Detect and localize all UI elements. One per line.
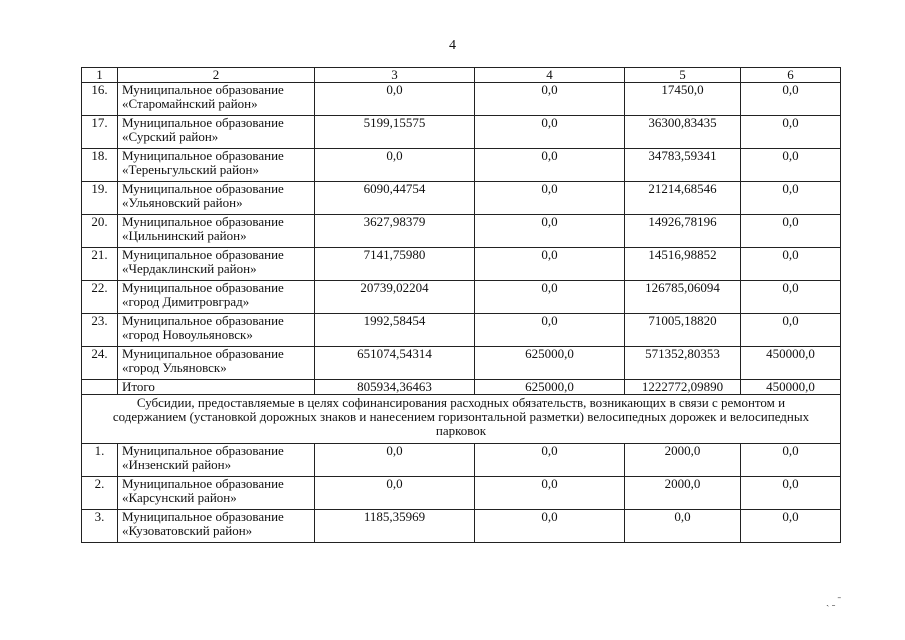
header-cell: 5 bbox=[625, 68, 741, 83]
row-col6: 0,0 bbox=[741, 116, 841, 149]
row-name bbox=[118, 83, 315, 116]
row-col6: 450000,0 bbox=[741, 347, 841, 380]
total-section bbox=[82, 380, 841, 444]
total-label: Итого bbox=[118, 380, 315, 395]
row-name-line1: Муниципальное образование bbox=[122, 148, 284, 163]
table-body-b bbox=[82, 444, 841, 543]
row-col5: 2000,0 bbox=[625, 444, 741, 477]
header-cell: 2 bbox=[118, 68, 315, 83]
row-col4: 0,0 bbox=[475, 510, 625, 543]
table-row bbox=[82, 314, 841, 347]
section-row bbox=[82, 395, 841, 444]
row-col4: 0,0 bbox=[475, 149, 625, 182]
row-col6: 0,0 bbox=[741, 149, 841, 182]
header-cell: 6 bbox=[741, 68, 841, 83]
header-cell: 1 bbox=[82, 68, 118, 83]
row-col6: 0,0 bbox=[741, 477, 841, 510]
row-col6: 0,0 bbox=[741, 83, 841, 116]
total-num-cell bbox=[82, 380, 118, 395]
row-col5: 14516,98852 bbox=[625, 248, 741, 281]
table-row bbox=[82, 510, 841, 543]
row-name-line1: Муниципальное образование bbox=[122, 313, 284, 328]
row-name-line1: Муниципальное образование bbox=[122, 509, 284, 524]
row-col5: 2000,0 bbox=[625, 477, 741, 510]
row-col3: 7141,75980 bbox=[315, 248, 475, 281]
row-col5: 36300,83435 bbox=[625, 116, 741, 149]
total-row bbox=[82, 380, 841, 395]
row-col3: 20739,02204 bbox=[315, 281, 475, 314]
row-col6: 0,0 bbox=[741, 510, 841, 543]
row-name-line2: «Сурский район» bbox=[122, 129, 219, 144]
table-row bbox=[82, 477, 841, 510]
page-number: 4 bbox=[449, 38, 456, 53]
row-name bbox=[118, 347, 315, 380]
row-name-line1: Муниципальное образование bbox=[122, 280, 284, 295]
row-col3: 5199,15575 bbox=[315, 116, 475, 149]
row-col4: 0,0 bbox=[475, 182, 625, 215]
row-col4: 0,0 bbox=[475, 444, 625, 477]
row-number: 19. bbox=[82, 182, 118, 215]
table-row bbox=[82, 149, 841, 182]
row-name bbox=[118, 314, 315, 347]
row-col4: 0,0 bbox=[475, 248, 625, 281]
row-number: 18. bbox=[82, 149, 118, 182]
row-col4: 625000,0 bbox=[475, 347, 625, 380]
row-col3: 0,0 bbox=[315, 149, 475, 182]
row-col6: 0,0 bbox=[741, 215, 841, 248]
table-row bbox=[82, 182, 841, 215]
row-col6: 0,0 bbox=[741, 182, 841, 215]
row-col3: 651074,54314 bbox=[315, 347, 475, 380]
row-name-line2: «город Димитровград» bbox=[122, 294, 250, 309]
total-col3: 805934,36463 bbox=[315, 380, 475, 395]
row-col5: 0,0 bbox=[625, 510, 741, 543]
total-col5: 1222772,09890 bbox=[625, 380, 741, 395]
table-row bbox=[82, 83, 841, 116]
row-col5: 34783,59341 bbox=[625, 149, 741, 182]
row-name-line2: «Старомайнский район» bbox=[122, 96, 258, 111]
total-col6: 450000,0 bbox=[741, 380, 841, 395]
row-col5: 14926,78196 bbox=[625, 215, 741, 248]
row-col3: 0,0 bbox=[315, 477, 475, 510]
row-col4: 0,0 bbox=[475, 314, 625, 347]
row-col5: 71005,18820 bbox=[625, 314, 741, 347]
row-number: 16. bbox=[82, 83, 118, 116]
row-col5: 21214,68546 bbox=[625, 182, 741, 215]
row-name-line2: «Тереньгульский район» bbox=[122, 162, 259, 177]
row-col6: 0,0 bbox=[741, 248, 841, 281]
row-col3: 0,0 bbox=[315, 444, 475, 477]
row-col3: 0,0 bbox=[315, 83, 475, 116]
row-number: 1. bbox=[82, 444, 118, 477]
row-name bbox=[118, 477, 315, 510]
row-col5: 17450,0 bbox=[625, 83, 741, 116]
row-name bbox=[118, 248, 315, 281]
row-col5: 126785,06094 bbox=[625, 281, 741, 314]
row-name bbox=[118, 182, 315, 215]
header-cell: 3 bbox=[315, 68, 475, 83]
section-title: Субсидии, предоставляемые в целях софинансирования расходных обязательств, возникающих в связи с ремонтом и содержанием (установкой дорожных знаков и нанесением горизонтальной разметки) велосипедных дорожек и велосипедных парковок bbox=[82, 395, 841, 444]
row-name-line2: «Ульяновский район» bbox=[122, 195, 243, 210]
row-name-line1: Муниципальное образование bbox=[122, 214, 284, 229]
row-name-line1: Муниципальное образование bbox=[122, 115, 284, 130]
budget-table bbox=[81, 67, 841, 543]
row-col6: 0,0 bbox=[741, 281, 841, 314]
row-name bbox=[118, 149, 315, 182]
header-cell: 4 bbox=[475, 68, 625, 83]
header-row bbox=[82, 68, 841, 83]
row-col3: 1992,58454 bbox=[315, 314, 475, 347]
table-row bbox=[82, 347, 841, 380]
row-name-line1: Муниципальное образование bbox=[122, 181, 284, 196]
row-name-line2: «город Новоульяновск» bbox=[122, 327, 253, 342]
table-row bbox=[82, 248, 841, 281]
row-col6: 0,0 bbox=[741, 314, 841, 347]
row-name-line2: «Цильнинский район» bbox=[122, 228, 247, 243]
table-body-a bbox=[82, 83, 841, 380]
row-col3: 3627,98379 bbox=[315, 215, 475, 248]
row-name bbox=[118, 215, 315, 248]
row-name-line2: «Инзенский район» bbox=[122, 457, 232, 472]
row-number: 20. bbox=[82, 215, 118, 248]
row-col3: 1185,35969 bbox=[315, 510, 475, 543]
row-col5: 571352,80353 bbox=[625, 347, 741, 380]
row-col4: 0,0 bbox=[475, 83, 625, 116]
row-name bbox=[118, 444, 315, 477]
row-number: 23. bbox=[82, 314, 118, 347]
row-number: 2. bbox=[82, 477, 118, 510]
total-col4: 625000,0 bbox=[475, 380, 625, 395]
row-col4: 0,0 bbox=[475, 116, 625, 149]
row-name-line1: Муниципальное образование bbox=[122, 82, 284, 97]
row-name-line1: Муниципальное образование bbox=[122, 346, 284, 361]
table-row bbox=[82, 116, 841, 149]
row-name-line2: «Чердаклинский район» bbox=[122, 261, 257, 276]
row-name-line2: «Карсунский район» bbox=[122, 490, 237, 505]
row-name bbox=[118, 116, 315, 149]
row-number: 21. bbox=[82, 248, 118, 281]
row-name-line1: Муниципальное образование bbox=[122, 476, 284, 491]
row-col4: 0,0 bbox=[475, 477, 625, 510]
row-name-line2: «Кузоватовский район» bbox=[122, 523, 253, 538]
row-number: 3. bbox=[82, 510, 118, 543]
table-row bbox=[82, 444, 841, 477]
row-col3: 6090,44754 bbox=[315, 182, 475, 215]
row-number: 17. bbox=[82, 116, 118, 149]
row-name bbox=[118, 510, 315, 543]
row-name bbox=[118, 281, 315, 314]
table-row bbox=[82, 281, 841, 314]
table-row bbox=[82, 215, 841, 248]
row-name-line2: «город Ульяновск» bbox=[122, 360, 227, 375]
scan-mark: ˎ ˍ ˉ bbox=[826, 596, 841, 607]
row-number: 24. bbox=[82, 347, 118, 380]
row-col4: 0,0 bbox=[475, 281, 625, 314]
row-col6: 0,0 bbox=[741, 444, 841, 477]
row-number: 22. bbox=[82, 281, 118, 314]
row-name-line1: Муниципальное образование bbox=[122, 247, 284, 262]
row-col4: 0,0 bbox=[475, 215, 625, 248]
row-name-line1: Муниципальное образование bbox=[122, 443, 284, 458]
